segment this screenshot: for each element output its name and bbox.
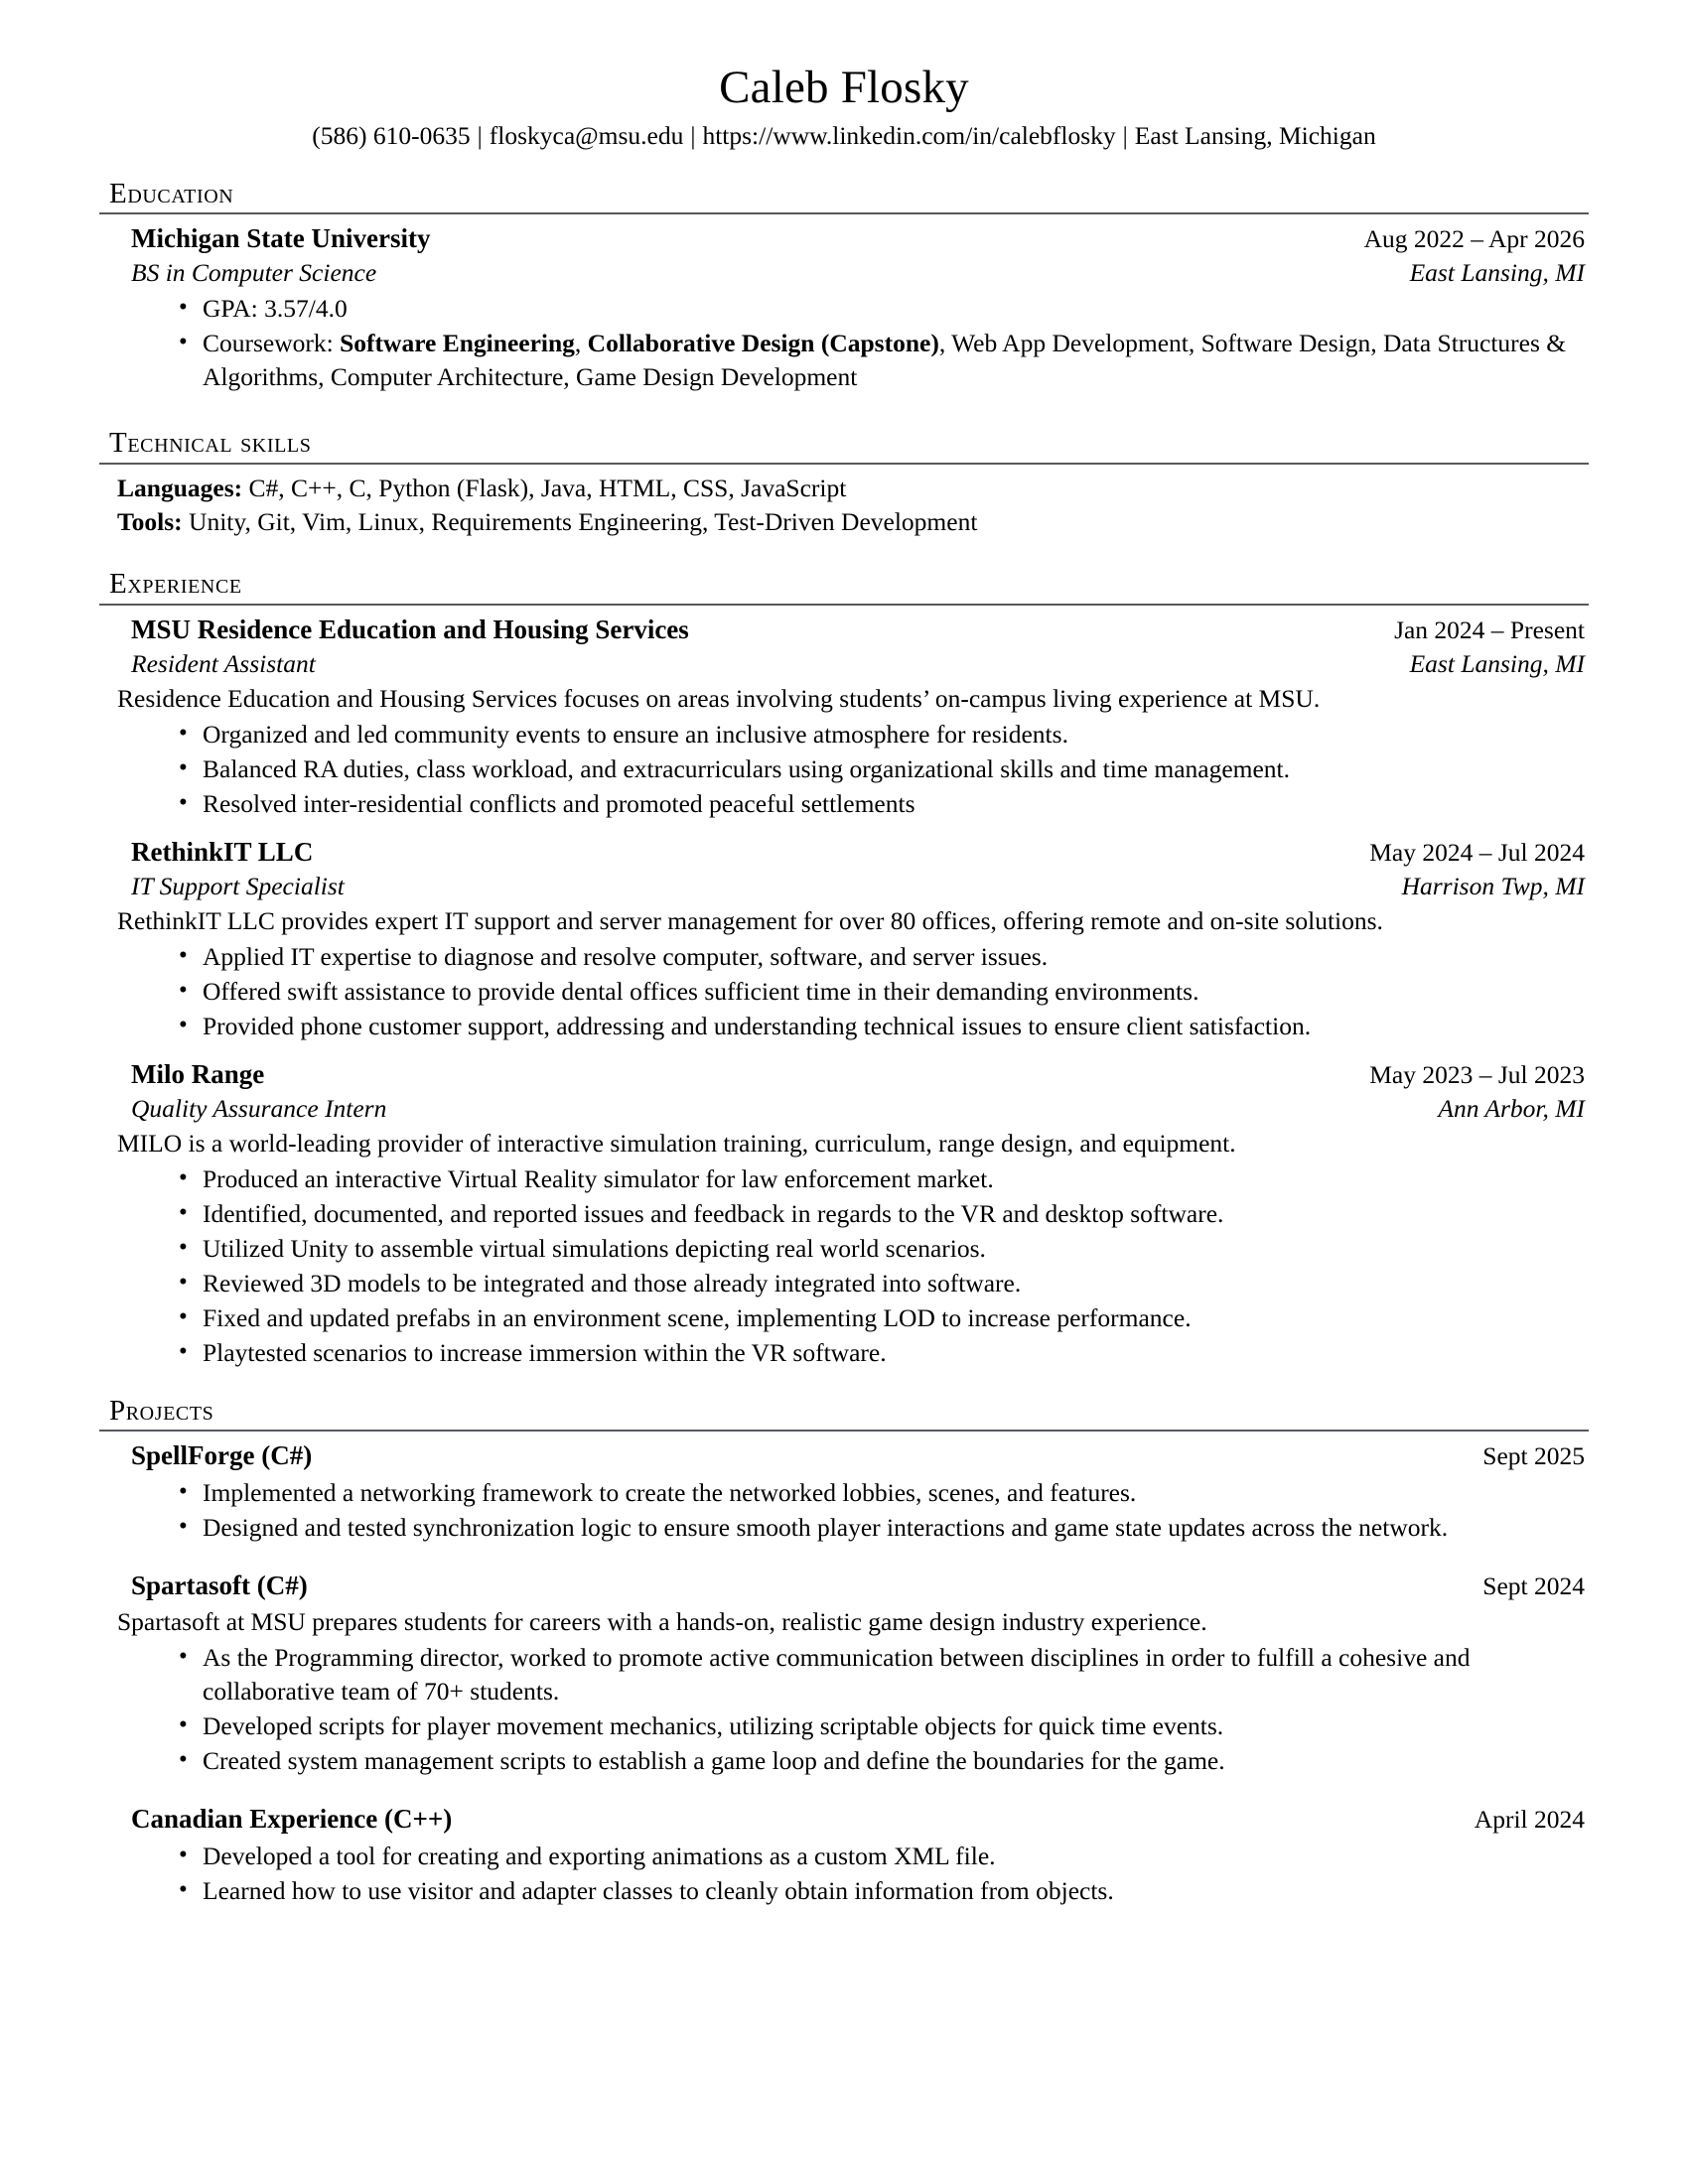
list-item: • Playtested scenarios to increase immersion within the VR software. <box>177 1336 1585 1370</box>
section-rule <box>99 463 1589 465</box>
entry-bullet-list <box>131 1641 1585 1778</box>
list-item: • Reviewed 3D models to be integrated and those already integrated into software. <box>177 1267 1585 1300</box>
skills-tools-row <box>117 505 1585 540</box>
list-item: • Learned how to use visitor and adapter classes to cleanly obtain information from objects. <box>177 1874 1585 1908</box>
project-title: Canadian Experience (C++) <box>131 1804 453 1835</box>
list-item: • Utilized Unity to assemble virtual simulations depicting real world scenarios. <box>177 1232 1585 1266</box>
project-date: Sept 2024 <box>1482 1571 1585 1601</box>
section-body-projects <box>99 1438 1589 1908</box>
candidate-name: Caleb Flosky <box>719 62 969 113</box>
contact-separator: | <box>690 120 696 150</box>
experience-entry <box>117 835 1585 1043</box>
entry-bullet-list <box>131 718 1585 821</box>
section-technical-skills <box>99 427 1589 540</box>
experience-location: East Lansing, MI <box>1409 648 1585 678</box>
list-item: • Developed a tool for creating and exporting animations as a custom XML file. <box>177 1840 1585 1873</box>
entry-description: MILO is a world-leading provider of interactive simulation training, curriculum, range design, and equipment. <box>117 1129 1236 1159</box>
section-education <box>99 178 1589 395</box>
experience-entry <box>117 1057 1585 1370</box>
education-school: Michigan State University <box>131 223 431 254</box>
list-item: • Created system management scripts to establish a game loop and define the boundaries for the game. <box>177 1744 1585 1778</box>
section-projects <box>99 1395 1589 1908</box>
section-spacer <box>99 399 1589 425</box>
project-entry <box>131 1438 1585 1545</box>
section-title-education: Education <box>109 177 234 209</box>
entry-header-row <box>131 1802 1585 1837</box>
experience-location: Harrison Twp, MI <box>1401 871 1585 900</box>
experience-date: May 2024 – Jul 2024 <box>1369 837 1585 867</box>
list-item: • Organized and led community events to ensure an inclusive atmosphere for residents. <box>177 718 1585 751</box>
list-item: • Resolved inter-residential conflicts and promoted peaceful settlements <box>177 787 1585 821</box>
list-item: • Offered swift assistance to provide dental offices sufficient time in their demanding environments. <box>177 975 1585 1009</box>
list-item: • Designed and tested synchronization logic to ensure smooth player interactions and game state updates across the network. <box>177 1511 1585 1545</box>
section-body-education <box>99 221 1589 394</box>
list-item: • Balanced RA duties, class workload, and extracurriculars using organizational skills and time management. <box>177 752 1585 786</box>
experience-company: RethinkIT LLC <box>131 836 314 867</box>
education-entry <box>131 221 1585 394</box>
education-date: Aug 2022 – Apr 2026 <box>1363 224 1585 254</box>
experience-company: MSU Residence Education and Housing Services <box>131 614 689 644</box>
contact-line <box>99 120 1589 152</box>
list-item: • Fixed and updated prefabs in an environment scene, implementing LOD to increase performance. <box>177 1301 1585 1335</box>
section-title-technical-skills: Technical skills <box>109 427 312 460</box>
education-location: East Lansing, MI <box>1409 258 1585 288</box>
skills-tools-label: Tools: <box>117 507 183 537</box>
skills-languages-row <box>117 472 1585 506</box>
project-date: April 2024 <box>1474 1805 1585 1835</box>
contact-email[interactable]: floskyca@msu.edu <box>489 120 684 150</box>
list-item <box>177 327 1585 394</box>
project-entry <box>131 1802 1585 1908</box>
coursework-rest: , Web App Development, Software Design, Data Structures & Algorithms, Computer Architecture, Game Design Development <box>203 329 1567 392</box>
contact-linkedin[interactable]: https://www.linkedin.com/in/calebflosky <box>702 120 1116 150</box>
coursework-separator: , <box>574 329 588 358</box>
project-entry <box>117 1569 1585 1778</box>
contact-separator: | <box>477 120 483 150</box>
list-item: • Implemented a networking framework to create the networked lobbies, scenes, and features. <box>177 1476 1585 1510</box>
entry-bullet-list <box>131 1162 1585 1369</box>
coursework-label: Coursework: <box>203 329 341 358</box>
section-rule <box>99 604 1589 606</box>
experience-entry <box>117 613 1585 821</box>
section-body-technical-skills <box>99 472 1589 540</box>
section-spacer <box>99 1375 1589 1393</box>
project-title: Spartasoft (C#) <box>131 1570 308 1601</box>
list-item: • As the Programming director, worked to promote active communication between disciplines in order to fulfill a cohesive and collaborative team of 70+ students. <box>177 1641 1585 1708</box>
section-title-experience: Experience <box>109 568 242 601</box>
section-title-projects: Projects <box>109 1394 214 1427</box>
skills-languages-value: C#, C++, C, Python (Flask), Java, HTML, CSS, JavaScript <box>248 473 847 502</box>
experience-company: Milo Range <box>131 1058 265 1089</box>
list-item: • Provided phone customer support, addressing and understanding technical issues to ensure client satisfaction. <box>177 1010 1585 1043</box>
entry-sub-row <box>131 256 1585 289</box>
entry-header-row <box>131 1569 1585 1603</box>
entry-bullet-list <box>131 1840 1585 1908</box>
entry-header-row <box>131 835 1585 870</box>
entry-header-row <box>131 613 1585 647</box>
experience-date: Jan 2024 – Present <box>1394 614 1585 644</box>
section-rule <box>99 1430 1589 1432</box>
entry-header-row <box>131 1438 1585 1473</box>
resume-header <box>99 62 1589 152</box>
section-rule <box>99 212 1589 214</box>
education-bullet-list <box>131 292 1585 394</box>
project-date: Sept 2025 <box>1482 1441 1585 1471</box>
entry-bullet-list <box>131 1476 1585 1545</box>
entry-description: Spartasoft at MSU prepares students for careers with a hands-on, realistic game design industry experience. <box>117 1607 1207 1637</box>
section-body-experience <box>99 613 1589 1370</box>
experience-location: Ann Arbor, MI <box>1438 1093 1585 1123</box>
entry-bullet-list <box>131 940 1585 1043</box>
contact-phone: (586) 610-0635 <box>312 120 471 150</box>
list-item: • Applied IT expertise to diagnose and resolve computer, software, and server issues. <box>177 940 1585 974</box>
entry-sub-row <box>131 647 1585 680</box>
list-item: • Produced an interactive Virtual Reality simulator for law enforcement market. <box>177 1162 1585 1196</box>
entry-description: Residence Education and Housing Services focuses on areas involving students’ on-campus living experience at MSU. <box>117 683 1321 713</box>
experience-role: Quality Assurance Intern <box>131 1093 387 1123</box>
section-experience <box>99 568 1589 1370</box>
skills-tools-value: Unity, Git, Vim, Linux, Requirements Engineering, Test-Driven Development <box>189 507 978 537</box>
list-item: • Identified, documented, and reported issues and feedback in regards to the VR and desktop software. <box>177 1197 1585 1231</box>
education-degree: BS in Computer Science <box>131 258 377 288</box>
entry-sub-row <box>131 1092 1585 1125</box>
experience-role: IT Support Specialist <box>131 871 345 900</box>
entry-header-row <box>131 1057 1585 1092</box>
entry-sub-row <box>131 870 1585 902</box>
coursework-highlight: Software Engineering <box>340 329 575 358</box>
contact-separator: | <box>1122 120 1128 150</box>
coursework-highlight: Collaborative Design (Capstone) <box>587 329 939 358</box>
entry-description: RethinkIT LLC provides expert IT support and server management for over 80 offices, offering remote and on-site solutions. <box>117 906 1383 935</box>
list-item: • GPA: 3.57/4.0 <box>177 292 1585 326</box>
entry-header-row <box>131 221 1585 256</box>
experience-date: May 2023 – Jul 2023 <box>1369 1059 1585 1089</box>
list-item: • Developed scripts for player movement mechanics, utilizing scriptable objects for quick time events. <box>177 1709 1585 1743</box>
project-title: SpellForge (C#) <box>131 1440 313 1471</box>
skills-languages-label: Languages: <box>117 473 243 502</box>
section-spacer <box>99 540 1589 566</box>
experience-role: Resident Assistant <box>131 648 316 678</box>
contact-location: East Lansing, Michigan <box>1134 120 1376 150</box>
